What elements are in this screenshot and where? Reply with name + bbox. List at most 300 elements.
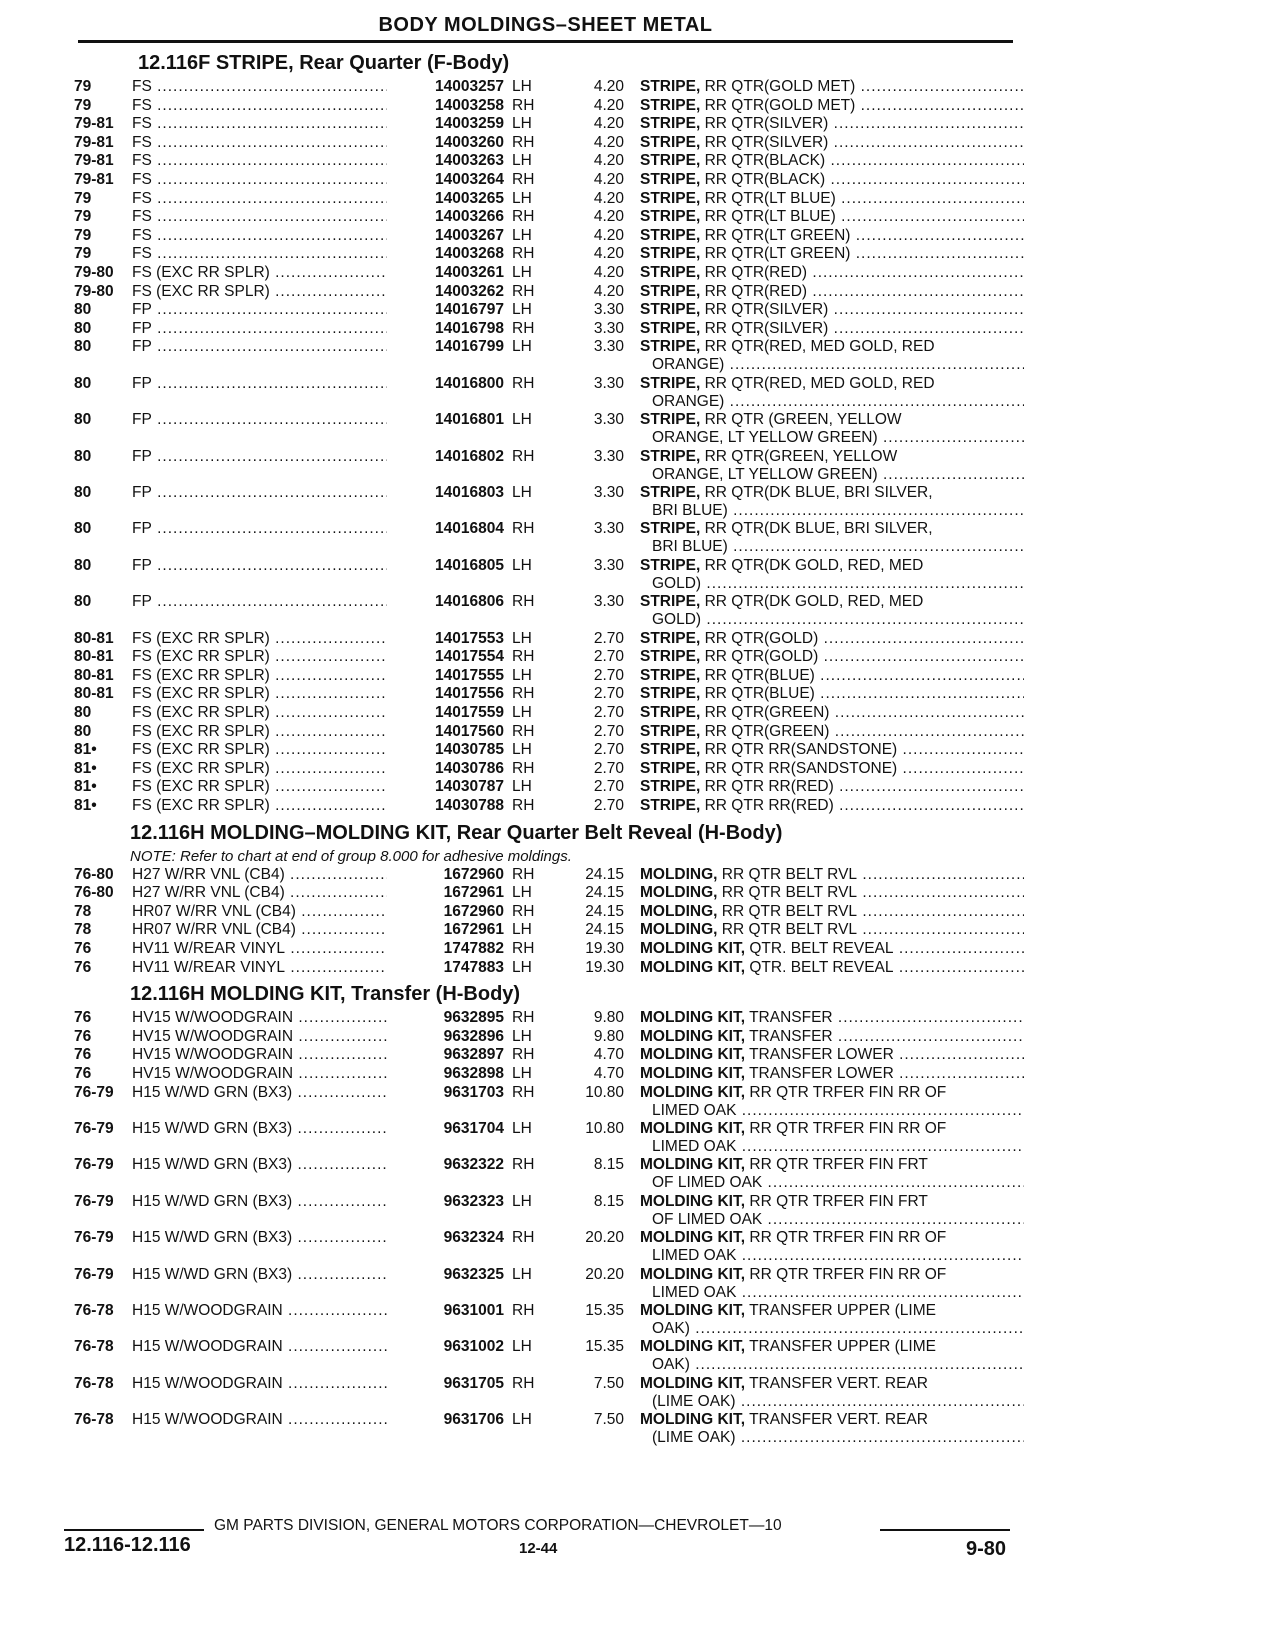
model-code: H27 W/RR VNL (CB4) ..... (132, 884, 387, 902)
side-indicator: RH (512, 940, 535, 957)
description-line-2: LIMED OAK ..... (640, 1102, 1024, 1120)
part-description (640, 723, 1024, 741)
description-detail: RR QTR(GOLD) (700, 629, 819, 647)
part-description (640, 1266, 1024, 1302)
model-code: FS ..... (132, 227, 387, 245)
description-keyword: MOLDING KIT, (640, 1302, 746, 1319)
part-description (640, 208, 1024, 226)
year-range: 81• (74, 797, 97, 814)
part-description (640, 1009, 1024, 1027)
model-code: FS ..... (132, 78, 387, 96)
part-description (640, 411, 1024, 447)
price: 2.70 (593, 704, 624, 721)
price: 10.80 (585, 1120, 624, 1137)
year-range: 76 (74, 958, 92, 976)
model-code: H15 W/WOODGRAIN ..... (132, 1375, 387, 1393)
part-number: 9632322 (404, 1156, 504, 1174)
description-line-1 (640, 1084, 1024, 1102)
description-line-1 (640, 1156, 1024, 1174)
description-detail: QTR. BELT REVEAL (745, 940, 894, 957)
section-title: 12.116H MOLDING–MOLDING KIT, Rear Quarter Belt Reveal (H-Body) (130, 821, 783, 844)
year-range: 76-79 (74, 1120, 114, 1137)
description-keyword: MOLDING KIT, (640, 1156, 746, 1174)
price: 8.15 (593, 1192, 624, 1210)
description-keyword: MOLDING KIT, (640, 1009, 746, 1027)
parts-row (74, 921, 1024, 939)
description-keyword: STRIPE, (640, 520, 701, 538)
parts-row (74, 320, 1024, 338)
side-indicator: RH (512, 245, 535, 263)
model-code: FS (EXC RR SPLR) ..... (132, 797, 387, 815)
description-keyword: STRIPE, (640, 133, 701, 151)
part-description (640, 557, 1024, 593)
price: 9.80 (593, 1027, 624, 1045)
side-indicator: LH (512, 741, 532, 759)
side-indicator: RH (512, 96, 535, 114)
year-range: 76-78 (74, 1338, 114, 1356)
description-line-1 (640, 866, 1024, 884)
parts-row (74, 685, 1024, 703)
side-indicator: LH (512, 1027, 532, 1045)
year-range: 79-81 (74, 133, 114, 151)
part-number: 1672960 (404, 903, 504, 921)
part-number: 9631704 (404, 1120, 504, 1138)
description-keyword: STRIPE, (640, 759, 701, 777)
part-description (640, 648, 1024, 666)
side-indicator: RH (512, 319, 535, 337)
year-range: 80 (74, 374, 92, 392)
part-number: 14017554 (404, 648, 504, 666)
price: 7.50 (593, 1411, 624, 1429)
description-detail: RR QTR (GREEN, YELLOW (700, 411, 902, 429)
part-description (640, 921, 1024, 939)
footer-group-range: 12.116-12.116 (64, 1534, 191, 1556)
parts-row (74, 134, 1024, 152)
parts-row (74, 704, 1024, 722)
side-indicator: RH (512, 685, 535, 703)
part-description (640, 866, 1024, 884)
year-range: 79-80 (74, 264, 114, 281)
part-number: 9631705 (404, 1375, 504, 1393)
price: 24.15 (585, 921, 624, 939)
description-keyword: MOLDING KIT, (640, 1046, 746, 1064)
parts-row (74, 1084, 1024, 1120)
description-detail: RR QTR RR(RED) (700, 797, 834, 814)
parts-row (74, 115, 1024, 133)
footer-rule-left (64, 1529, 204, 1531)
year-range: 76 (74, 940, 92, 957)
parts-row (74, 884, 1024, 902)
part-description (640, 264, 1024, 282)
description-detail: RR QTR(SILVER) (700, 115, 829, 133)
side-indicator: LH (512, 1338, 532, 1356)
footer-date: 9-80 (966, 1538, 1007, 1560)
parts-row (74, 667, 1024, 685)
part-number: 1747882 (404, 940, 504, 958)
model-code: FP ..... (132, 320, 387, 338)
price: 15.35 (585, 1302, 624, 1319)
side-indicator: LH (512, 629, 532, 647)
parts-row (74, 1302, 1024, 1338)
description-line-2: ORANGE, LT YELLOW GREEN) ..... (640, 429, 1024, 447)
part-description (640, 283, 1024, 301)
description-line-1 (640, 704, 1024, 722)
part-description (640, 338, 1024, 374)
description-line-1 (640, 152, 1024, 170)
side-indicator: LH (512, 958, 532, 976)
side-indicator: RH (512, 865, 535, 883)
part-number: 14016804 (404, 520, 504, 538)
year-range: 80-81 (74, 629, 114, 647)
parts-row (74, 208, 1024, 226)
description-line-1 (640, 484, 1024, 502)
description-detail: TRANSFER (745, 1009, 833, 1027)
year-range: 80 (74, 447, 92, 465)
year-range: 80-81 (74, 666, 114, 684)
side-indicator: RH (512, 282, 535, 300)
part-number: 14003261 (404, 264, 504, 282)
side-indicator: LH (512, 189, 532, 207)
description-detail: RR QTR TRFER FIN RR OF (745, 1083, 947, 1101)
description-keyword: MOLDING, (640, 884, 718, 902)
model-code: FS ..... (132, 208, 387, 226)
parts-row (74, 301, 1024, 319)
description-detail: RR QTR BELT RVL (717, 865, 858, 883)
price: 4.20 (593, 264, 624, 281)
description-detail: RR QTR(BLACK) (700, 152, 826, 170)
description-detail: RR QTR(LT GREEN) (700, 226, 851, 244)
year-range: 76 (74, 1027, 92, 1045)
model-code: FP ..... (132, 484, 387, 502)
part-description (640, 1375, 1024, 1411)
part-description (640, 115, 1024, 133)
description-detail: RR QTR(LT BLUE) (700, 189, 836, 207)
description-keyword: MOLDING KIT, (640, 940, 746, 957)
part-description (640, 78, 1024, 96)
description-keyword: STRIPE, (640, 741, 701, 759)
description-keyword: STRIPE, (640, 338, 701, 356)
price: 7.50 (593, 1374, 624, 1392)
model-code: H15 W/WD GRN (BX3) ..... (132, 1229, 387, 1247)
side-indicator: RH (512, 208, 535, 226)
part-number: 14016799 (404, 338, 504, 356)
model-code: FS (EXC RR SPLR) ..... (132, 704, 387, 722)
description-line-1 (640, 940, 1024, 958)
part-description (640, 171, 1024, 189)
price: 4.20 (593, 78, 624, 95)
part-description (640, 630, 1024, 648)
part-number: 14030785 (404, 741, 504, 759)
parts-row (74, 866, 1024, 884)
model-code: FP ..... (132, 338, 387, 356)
part-number: 1672961 (404, 884, 504, 902)
model-code: FS (EXC RR SPLR) ..... (132, 685, 387, 703)
price: 4.20 (593, 245, 624, 263)
description-line-1 (640, 227, 1024, 245)
price: 4.20 (593, 152, 624, 170)
description-detail: RR QTR(GREEN) (700, 722, 830, 740)
description-line-2: GOLD) ..... (640, 575, 1024, 593)
description-detail: RR QTR(LT GREEN) (700, 245, 851, 263)
part-number: 9632323 (404, 1193, 504, 1211)
side-indicator: LH (512, 778, 532, 796)
price: 3.30 (593, 301, 624, 319)
price: 24.15 (585, 902, 624, 920)
description-keyword: STRIPE, (640, 374, 701, 392)
price: 9.80 (593, 1009, 624, 1027)
description-keyword: MOLDING KIT, (640, 1374, 746, 1392)
part-description (640, 903, 1024, 921)
description-detail: TRANSFER (745, 1027, 833, 1045)
parts-row (74, 1028, 1024, 1046)
description-line-1 (640, 245, 1024, 263)
description-line-2: LIMED OAK ..... (640, 1284, 1024, 1302)
description-keyword: STRIPE, (640, 282, 701, 300)
price: 2.70 (593, 797, 624, 814)
parts-row (74, 375, 1024, 411)
description-detail: RR QTR(DK BLUE, BRI SILVER, (700, 520, 933, 538)
description-line-2: (LIME OAK) ..... (640, 1429, 1024, 1447)
parts-row (74, 1338, 1024, 1374)
description-keyword: MOLDING KIT, (640, 1083, 746, 1101)
description-keyword: MOLDING KIT, (640, 1411, 746, 1429)
year-range: 80 (74, 520, 92, 538)
model-code: H15 W/WD GRN (BX3) ..... (132, 1120, 387, 1138)
model-code: FP ..... (132, 375, 387, 393)
year-range: 76 (74, 1046, 92, 1064)
model-code: HR07 W/RR VNL (CB4) ..... (132, 921, 387, 939)
description-detail: RR QTR(RED, MED GOLD, RED (700, 338, 935, 356)
description-line-1 (640, 520, 1024, 538)
parts-row (74, 78, 1024, 96)
year-range: 80-81 (74, 648, 114, 666)
part-number: 14016802 (404, 448, 504, 466)
model-code: FS (EXC RR SPLR) ..... (132, 778, 387, 796)
description-detail: RR QTR TRFER FIN FRT (745, 1192, 928, 1210)
description-line-1 (640, 301, 1024, 319)
year-range: 81• (74, 778, 97, 796)
price: 4.20 (593, 96, 624, 114)
description-line-2: BRI BLUE) ..... (640, 538, 1024, 556)
price: 15.35 (585, 1338, 624, 1356)
section-title: 12.116H MOLDING KIT, Transfer (H-Body) (130, 983, 521, 1006)
description-line-1 (640, 190, 1024, 208)
parts-row (74, 227, 1024, 245)
price: 3.30 (593, 447, 624, 465)
model-code: HV15 W/WOODGRAIN ..... (132, 1028, 387, 1046)
description-keyword: MOLDING KIT, (640, 1027, 746, 1045)
year-range: 78 (74, 921, 92, 939)
description-line-1 (640, 959, 1024, 977)
description-line-1 (640, 134, 1024, 152)
description-keyword: STRIPE, (640, 411, 701, 429)
side-indicator: LH (512, 484, 532, 501)
model-code: FS ..... (132, 97, 387, 115)
price: 8.15 (593, 1156, 624, 1174)
description-line-2: OF LIMED OAK ..... (640, 1174, 1024, 1192)
price: 2.70 (593, 666, 624, 684)
model-code: H15 W/WD GRN (BX3) ..... (132, 1084, 387, 1102)
year-range: 80 (74, 593, 92, 611)
part-description (640, 1120, 1024, 1156)
price: 4.20 (593, 208, 624, 226)
parts-row (74, 630, 1024, 648)
year-range: 80 (74, 301, 92, 319)
part-number: 14017556 (404, 685, 504, 703)
parts-row (74, 940, 1024, 958)
description-keyword: STRIPE, (640, 171, 701, 188)
model-code: H15 W/WD GRN (BX3) ..... (132, 1193, 387, 1211)
price: 4.20 (593, 115, 624, 133)
year-range: 79 (74, 226, 92, 244)
price: 10.80 (585, 1083, 624, 1101)
parts-row (74, 411, 1024, 447)
side-indicator: RH (512, 133, 535, 151)
part-number: 14030787 (404, 778, 504, 796)
year-range: 79 (74, 208, 92, 226)
description-line-2: ORANGE, LT YELLOW GREEN) ..... (640, 466, 1024, 484)
page-title: BODY MOLDINGS–SHEET METAL (378, 14, 713, 36)
model-code: HV11 W/REAR VINYL ..... (132, 959, 387, 977)
description-keyword: MOLDING, (640, 921, 718, 939)
footer-publisher-line: GM PARTS DIVISION, GENERAL MOTORS CORPORATION—CHEVROLET—10 (214, 1517, 782, 1534)
price: 3.30 (593, 593, 624, 611)
year-range: 80 (74, 704, 92, 721)
parts-row (74, 338, 1024, 374)
description-line-2: LIMED OAK ..... (640, 1247, 1024, 1265)
side-indicator: LH (512, 152, 532, 170)
description-detail: TRANSFER VERT. REAR (745, 1374, 928, 1392)
description-line-1 (640, 593, 1024, 611)
part-number: 9632898 (404, 1065, 504, 1083)
description-line-1 (640, 1302, 1024, 1320)
description-detail: RR QTR(DK BLUE, BRI SILVER, (700, 484, 933, 501)
description-line-1 (640, 1028, 1024, 1046)
model-code: H27 W/RR VNL (CB4) ..... (132, 866, 387, 884)
part-number: 14017560 (404, 723, 504, 741)
year-range: 76-80 (74, 884, 114, 902)
description-detail: RR QTR(BLUE) (700, 685, 815, 703)
year-range: 80 (74, 484, 92, 501)
part-description (640, 448, 1024, 484)
parts-row (74, 557, 1024, 593)
part-number: 1747883 (404, 959, 504, 977)
part-number: 1672961 (404, 921, 504, 939)
side-indicator: LH (512, 1265, 532, 1283)
part-description (640, 134, 1024, 152)
part-number: 14003266 (404, 208, 504, 226)
description-keyword: STRIPE, (640, 208, 701, 226)
part-number: 9631001 (404, 1302, 504, 1320)
year-range: 76-78 (74, 1411, 114, 1429)
parts-row (74, 520, 1024, 556)
description-detail: RR QTR TRFER FIN RR OF (745, 1120, 947, 1137)
description-keyword: STRIPE, (640, 152, 701, 170)
model-code: FS ..... (132, 245, 387, 263)
description-keyword: STRIPE, (640, 226, 701, 244)
description-keyword: STRIPE, (640, 797, 701, 814)
year-range: 80-81 (74, 685, 114, 703)
part-number: 9631002 (404, 1338, 504, 1356)
description-keyword: STRIPE, (640, 245, 701, 263)
part-number: 14016797 (404, 301, 504, 319)
part-number: 14030788 (404, 797, 504, 815)
description-keyword: STRIPE, (640, 666, 701, 684)
year-range: 79-81 (74, 115, 114, 133)
description-keyword: MOLDING KIT, (640, 1120, 746, 1137)
description-detail: RR QTR BELT RVL (717, 884, 858, 902)
part-description (640, 227, 1024, 245)
description-detail: RR QTR(RED) (700, 282, 808, 300)
model-code: FP ..... (132, 520, 387, 538)
parts-row (74, 648, 1024, 666)
description-detail: TRANSFER UPPER (LIME (745, 1302, 936, 1319)
description-detail: TRANSFER UPPER (LIME (745, 1338, 936, 1356)
price: 4.20 (593, 189, 624, 207)
description-keyword: MOLDING KIT, (640, 1338, 746, 1356)
side-indicator: RH (512, 797, 535, 814)
side-indicator: LH (512, 226, 532, 244)
year-range: 79-81 (74, 152, 114, 170)
description-line-1 (640, 741, 1024, 759)
description-line-1 (640, 685, 1024, 703)
side-indicator: LH (512, 666, 532, 684)
part-description (640, 375, 1024, 411)
side-indicator: LH (512, 301, 532, 319)
description-line-1 (640, 1338, 1024, 1356)
description-line-1 (640, 411, 1024, 429)
description-line-2: ORANGE) ..... (640, 356, 1024, 374)
description-keyword: STRIPE, (640, 648, 701, 666)
part-description (640, 1046, 1024, 1064)
year-range: 76-79 (74, 1229, 114, 1247)
parts-row (74, 1375, 1024, 1411)
description-detail: RR QTR BELT RVL (717, 921, 858, 939)
model-code: H15 W/WD GRN (BX3) ..... (132, 1156, 387, 1174)
model-code: FS ..... (132, 190, 387, 208)
parts-row (74, 484, 1024, 520)
price: 4.70 (593, 1046, 624, 1064)
description-keyword: STRIPE, (640, 556, 701, 574)
parts-row (74, 593, 1024, 629)
year-range: 81• (74, 741, 97, 759)
part-number: 9632325 (404, 1266, 504, 1284)
description-detail: RR QTR(GOLD MET) (700, 78, 856, 95)
description-keyword: STRIPE, (640, 96, 701, 114)
side-indicator: RH (512, 1229, 535, 1247)
description-keyword: STRIPE, (640, 319, 701, 337)
price: 3.30 (593, 319, 624, 337)
description-line-1 (640, 115, 1024, 133)
price: 3.30 (593, 520, 624, 538)
side-indicator: LH (512, 115, 532, 133)
side-indicator: LH (512, 1192, 532, 1210)
model-code: FS (EXC RR SPLR) ..... (132, 741, 387, 759)
price: 4.20 (593, 171, 624, 188)
parts-row (74, 723, 1024, 741)
model-code: HV15 W/WOODGRAIN ..... (132, 1009, 387, 1027)
description-detail: RR QTR RR(SANDSTONE) (700, 759, 898, 777)
description-line-1 (640, 1065, 1024, 1083)
description-keyword: STRIPE, (640, 685, 701, 703)
price: 2.70 (593, 759, 624, 777)
side-indicator: RH (512, 1083, 535, 1101)
parts-row (74, 778, 1024, 796)
description-detail: RR QTR(RED) (700, 264, 808, 281)
part-description (640, 1084, 1024, 1120)
description-keyword: STRIPE, (640, 593, 701, 611)
description-detail: RR QTR(SILVER) (700, 133, 829, 151)
